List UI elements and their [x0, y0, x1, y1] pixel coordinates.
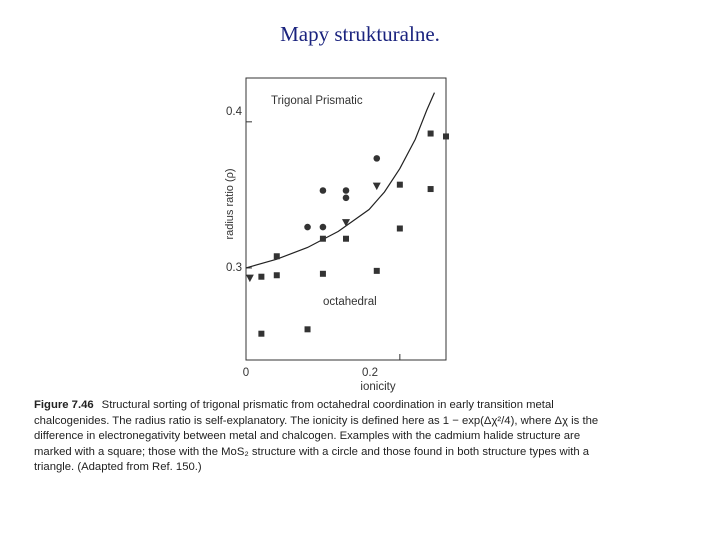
- square-point-8: [374, 268, 380, 274]
- square-point-9: [397, 182, 403, 188]
- figure-label: Figure 7.46: [34, 399, 94, 411]
- circle-point-2: [320, 187, 327, 194]
- triangle-point-2: [373, 183, 381, 191]
- square-point-13: [443, 133, 449, 139]
- x-axis-label: ionicity: [360, 381, 396, 393]
- boundary-curve: [246, 93, 434, 268]
- circle-point-4: [343, 195, 350, 202]
- square-point-0: [258, 331, 264, 337]
- square-point-6: [320, 236, 326, 242]
- square-point-7: [343, 236, 349, 242]
- y-axis-label: radius ratio (ρ): [224, 168, 236, 240]
- figure-caption: [34, 398, 612, 476]
- square-point-11: [428, 186, 434, 192]
- square-point-2: [274, 272, 280, 278]
- plot-frame: [246, 78, 446, 360]
- square-point-4: [274, 253, 280, 259]
- triangle-point-1: [342, 219, 350, 227]
- circle-point-3: [343, 187, 350, 194]
- circle-point-1: [320, 224, 327, 231]
- circle-point-5: [373, 155, 380, 162]
- square-point-3: [258, 274, 264, 280]
- annotation-octahedral: octahedral: [323, 296, 377, 308]
- square-point-1: [305, 326, 311, 332]
- triangle-point-0: [246, 275, 254, 283]
- square-point-12: [428, 131, 434, 137]
- slide-title: Mapy strukturalne.: [280, 22, 440, 46]
- x-tick-label-0: 0: [242, 367, 250, 379]
- y-tick-label-0.4: 0.4: [226, 106, 242, 118]
- caption-text: Structural sorting of trigonal prismatic from octahedral coordination in early transition metal chalcogenides. The radius ratio is self-explanatory. The ionicity is defined here as 1 − exp(Δχ²/4), where Δχ is the difference in electronegativity between metal and chalcogen. Examples with the cadmium halide structure are marked with a square; those with the MoS₂ structure with a circle and those found in both structure types with a triangle. (Adapted from Ref. 150.): [34, 399, 599, 473]
- square-point-10: [397, 225, 403, 231]
- square-point-5: [320, 271, 326, 277]
- circle-point-0: [304, 224, 311, 231]
- y-tick-label-0.3: 0.3: [226, 262, 242, 274]
- annotation-trigonal-prismatic: Trigonal Prismatic: [271, 95, 363, 107]
- x-tick-label-0.2: 0.2: [362, 367, 378, 379]
